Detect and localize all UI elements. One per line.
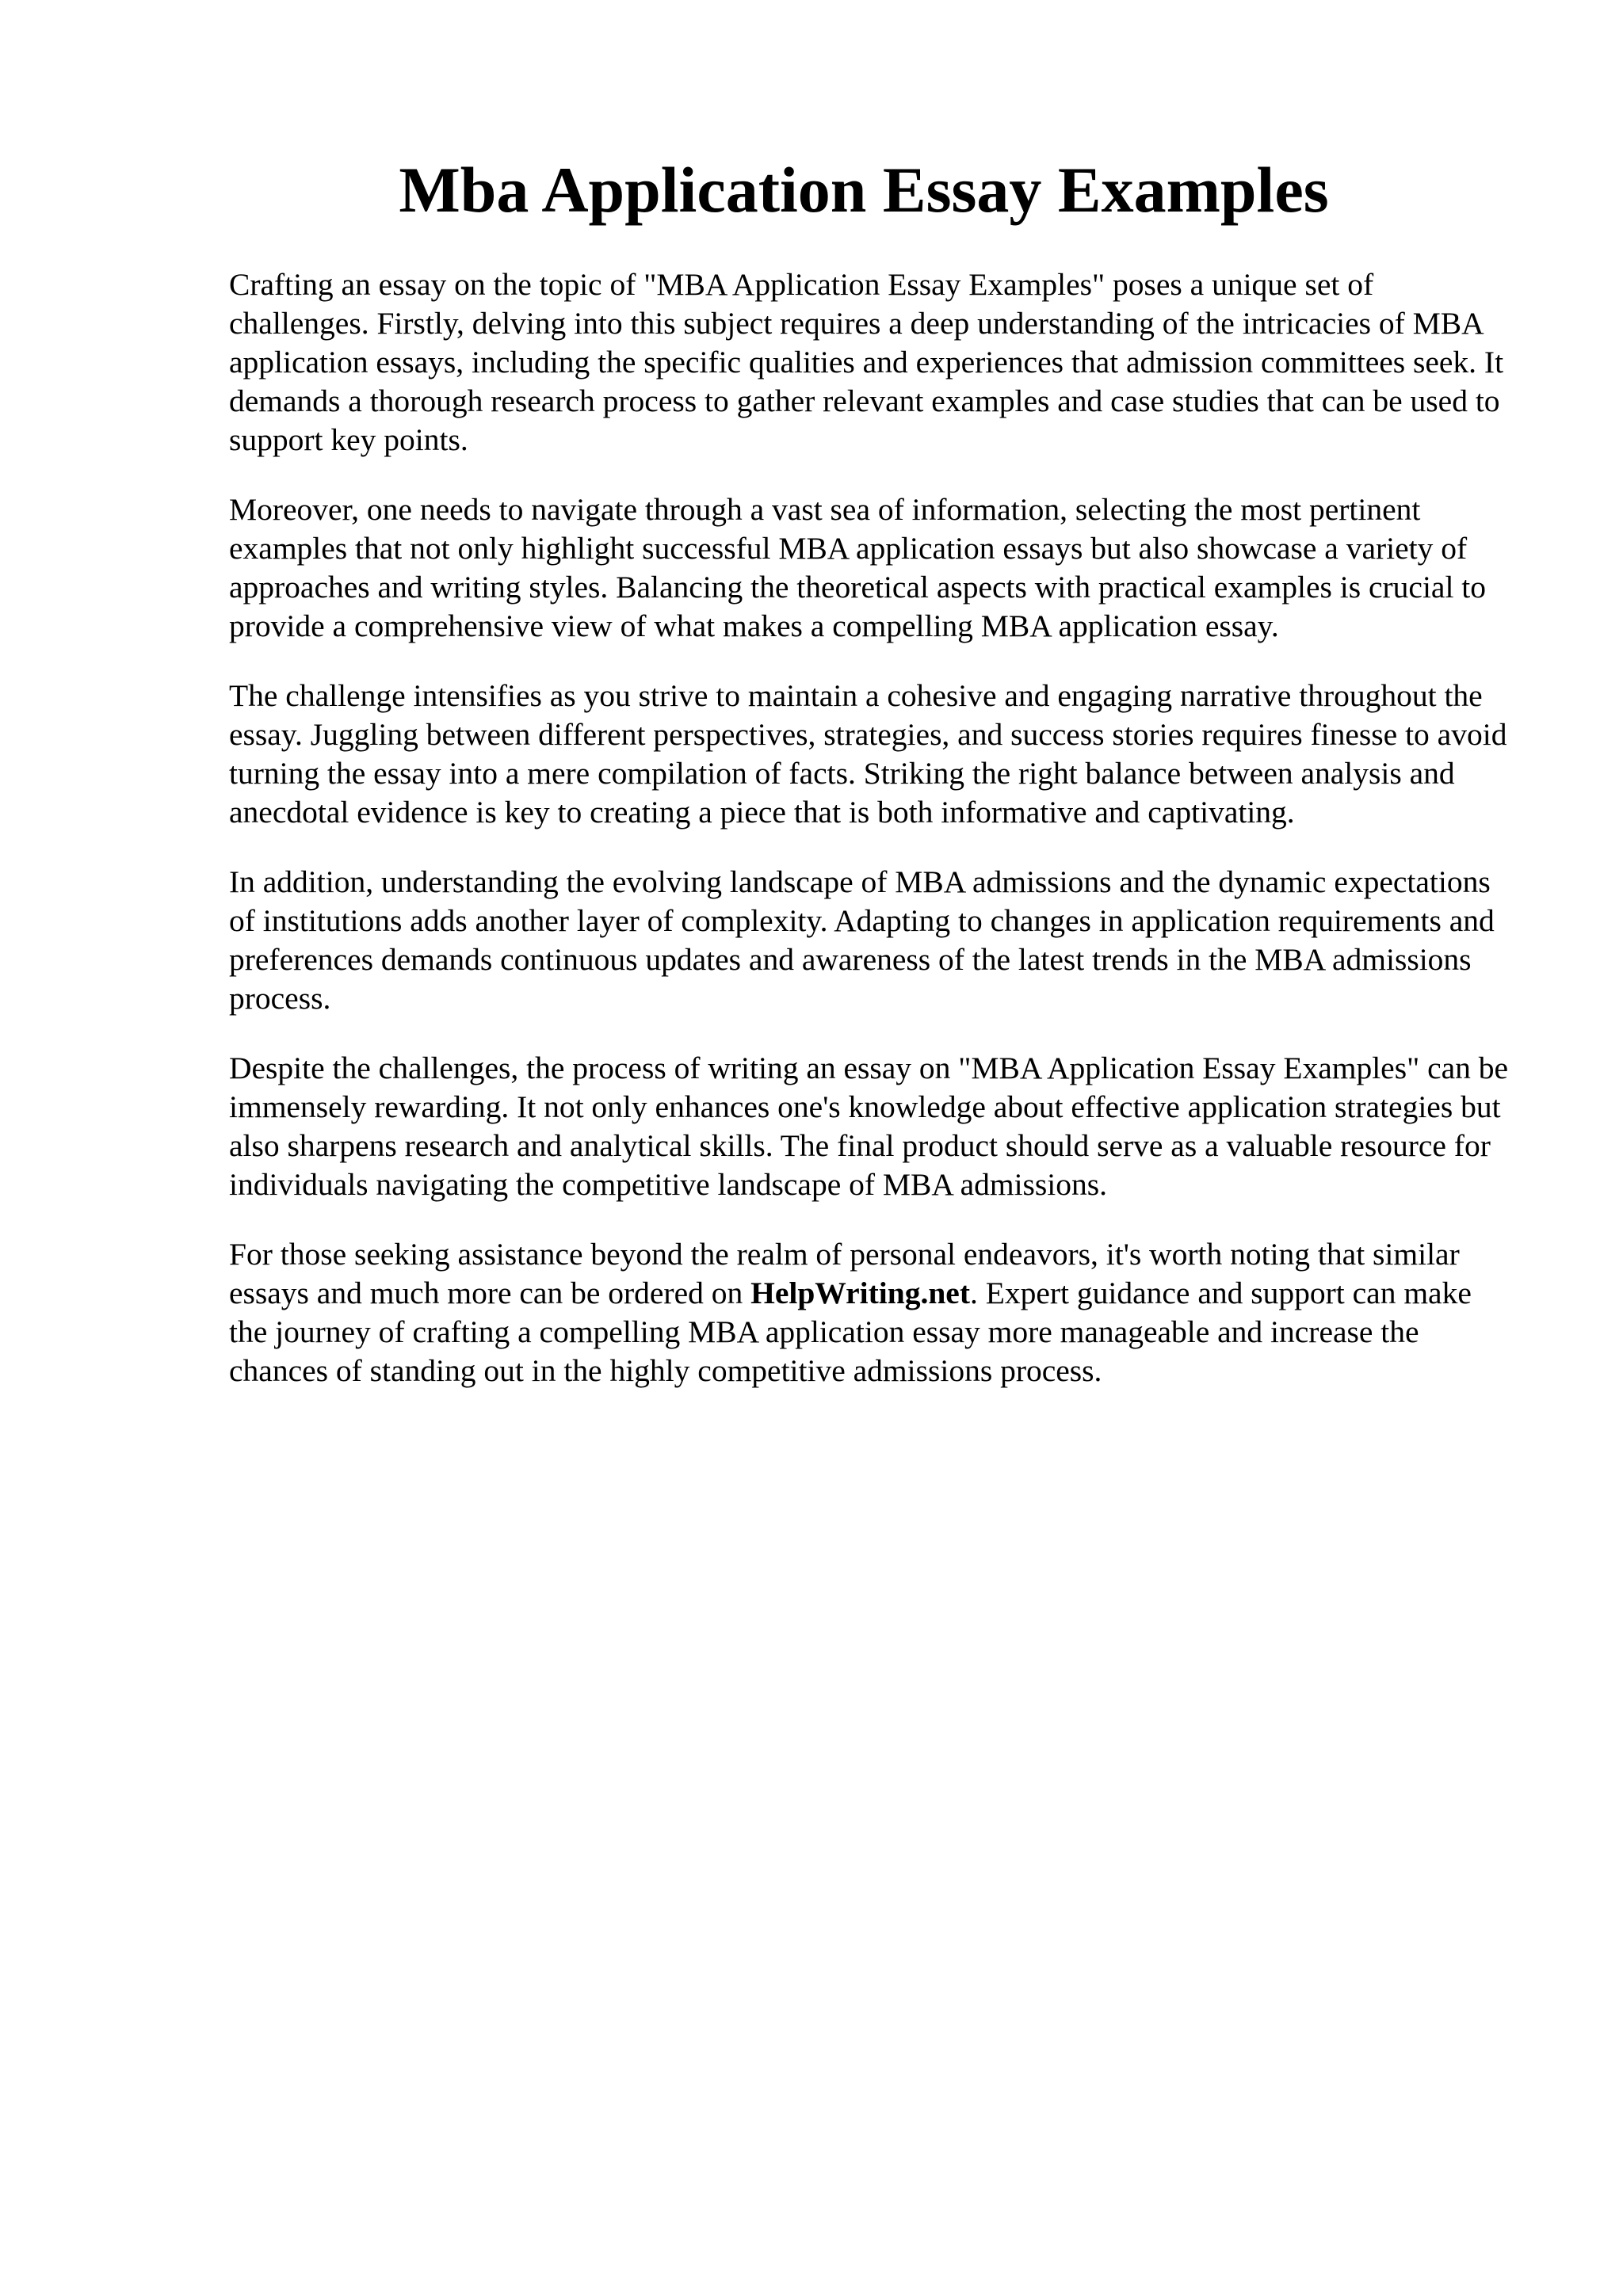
paragraph-6-closing [229, 1235, 1513, 1390]
essay-body [229, 265, 1513, 1421]
paragraph-4: In addition, understanding the evolving landscape of MBA admissions and the dynamic expectations of institutions adds another layer of complexity. Adapting to changes in application requirements and preferences demands continuous updates and awareness of the latest trends in the MBA admissions process. [229, 864, 1495, 1016]
closing-text-after: . Expert guidance and support can make the journey of crafting a compelling MBA application essay more manageable and increase the chances of standing out in the highly competitive admissions process. [229, 1276, 1472, 1388]
helpwriting-link[interactable]: HelpWriting.net [750, 1276, 970, 1310]
paragraph-5: Despite the challenges, the process of writing an essay on "MBA Application Essay Examples" can be immensely rewarding. It not only enhances one's knowledge about effective application strategies but also sharpens research and analytical skills. The final product should serve as a valuable resource for individuals navigating the competitive landscape of MBA admissions. [229, 1051, 1509, 1202]
paragraph-3: The challenge intensifies as you strive to maintain a cohesive and engaging narrative throughout the essay. Juggling between different perspectives, strategies, and success stories requires finesse to avoid turning the essay into a mere compilation of facts. Striking the right balance between analysis and anecdotal evidence is key to creating a piece that is both informative and captivating. [229, 678, 1507, 830]
paragraph-1: Crafting an essay on the topic of "MBA Application Essay Examples" poses a unique set of challenges. Firstly, delving into this subject requires a deep understanding of the intricacies of MBA application essays, including the specific qualities and experiences that admission committees seek. It demands a thorough research process to gather relevant examples and case studies that can be used to support key points. [229, 267, 1504, 457]
closing-text-before: For those seeking assistance beyond the realm of personal endeavors, it's worth noting that similar essays and much more can be ordered on [229, 1237, 1460, 1310]
paragraph-2: Moreover, one needs to navigate through a vast sea of information, selecting the most pertinent examples that not only highlight successful MBA application essays but also showcase a variety of approaches and writing styles. Balancing the theoretical aspects with practical examples is crucial to provide a comprehensive view of what makes a compelling MBA application essay. [229, 492, 1487, 643]
page-title: Mba Application Essay Examples [399, 154, 1329, 226]
